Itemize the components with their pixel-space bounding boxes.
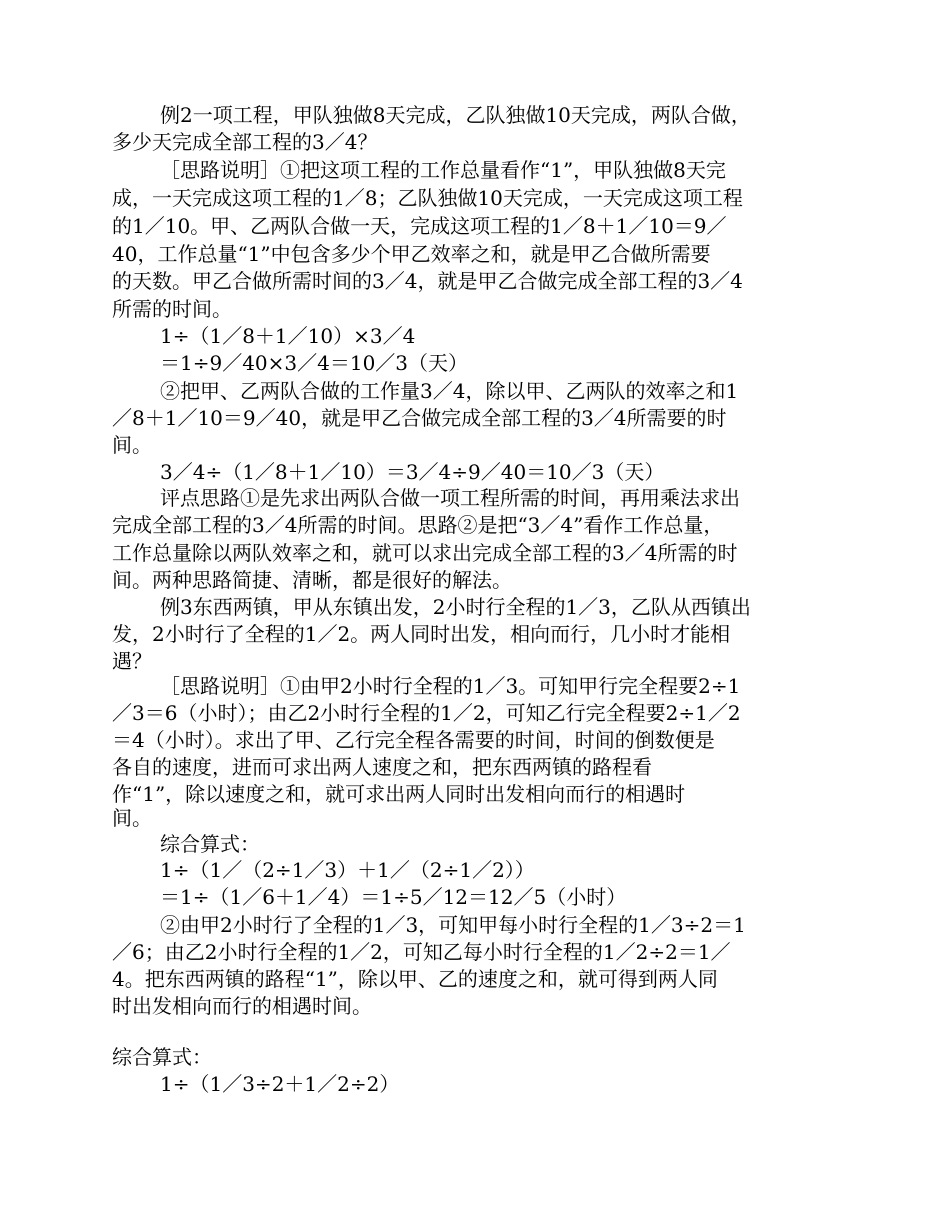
text-line: 发，2小时行了全程的1／2。两人同时出发，相向而行，几小时才能相 (112, 622, 731, 646)
text-line: ［思路说明］①由甲2小时行全程的1／3。可知甲行完全程要2÷1 (160, 674, 741, 698)
text-line: ②把甲、乙两队合做的工作量3／4，除以甲、乙两队的效率之和1 (160, 379, 739, 403)
text-line: 综合算式： (112, 1045, 212, 1069)
text-line: 1÷（1／3÷2＋1／2÷2） (160, 1072, 400, 1096)
text-line: 成，一天完成这项工程的1／8；乙队独做10天完成，一天完成这项工程 (112, 186, 743, 210)
text-line: 作“1”，除以速度之和，就可求出两人同时出发相向而行的相遇时 (112, 782, 686, 806)
text-line: 间。两种思路简捷、清晰，都是很好的解法。 (112, 568, 512, 592)
text-line: ［思路说明］①把这项工程的工作总量看作“1”，甲队独做8天完 (160, 158, 726, 182)
text-line: ／6；由乙2小时行全程的1／2，可知乙每小时行全程的1／2÷2＝1／ (112, 940, 731, 964)
text-line: 1÷（1／（2÷1／3）＋1／（2÷1／2）） (160, 858, 535, 882)
text-line: 1÷（1／8＋1／10）×3／4 (160, 324, 416, 348)
text-line: 4。把东西两镇的路程“1”，除以甲、乙的速度之和，就可得到两人同 (112, 967, 718, 991)
text-line: 的天数。甲乙合做所需时间的3／4，就是甲乙合做完成全部工程的3／4 (112, 269, 743, 293)
text-line: 多少天完成全部工程的3／4？ (112, 130, 378, 154)
text-line: 综合算式： (160, 832, 260, 856)
text-line: 评点思路①是先求出两队合做一项工程所需的时间，再用乘法求出 (160, 486, 740, 510)
text-line: ／8＋1／10＝9／40，就是甲乙合做完成全部工程的3／4所需要的时 (112, 406, 727, 430)
text-line: ／3＝6（小时）；由乙2小时行全程的1／2，可知乙行完全程要2÷1／2 (112, 701, 741, 725)
text-line: 工作总量除以两队效率之和，就可以求出完成全部工程的3／4所需的时 (112, 541, 738, 565)
text-line: 间。 (112, 433, 152, 457)
text-line: ＝4（小时）。求出了甲、乙行完全程各需要的时间，时间的倒数便是 (112, 728, 715, 752)
text-line: 遇？ (112, 649, 152, 673)
text-line: 各自的速度，进而可求出两人速度之和，把东西两镇的路程看 (112, 755, 652, 779)
text-line: 40，工作总量“1”中包含多少个甲乙效率之和，就是甲乙合做所需要 (112, 242, 711, 266)
text-line: 3／4÷（1／8＋1／10）＝3／4÷9／40＝10／3（天） (160, 460, 665, 484)
text-line: 间。 (112, 806, 152, 830)
text-line: ②由甲2小时行了全程的1／3，可知甲每小时行全程的1／3÷2＝1 (160, 913, 746, 937)
text-line: 的1／10。甲、乙两队合做一天，完成这项工程的1／8＋1／10＝9／ (112, 214, 727, 238)
text-line: 所需的时间。 (112, 297, 232, 321)
text-line: ＝1÷9／40×3／4＝10／3（天） (160, 351, 469, 375)
text-line: ＝1÷（1／6＋1／4）＝1÷5／12＝12／5（小时） (160, 885, 627, 909)
text-line: 完成全部工程的3／4所需的时间。思路②是把“3／4”看作工作总量， (112, 513, 724, 537)
text-line: 时出发相向而行的相遇时间。 (112, 994, 372, 1018)
text-line: 例2一项工程，甲队独做8天完成，乙队独做10天完成，两队合做， (160, 103, 751, 127)
text-line: 例3东西两镇，甲从东镇出发，2小时行全程的1／3，乙队从西镇出 (160, 595, 751, 619)
